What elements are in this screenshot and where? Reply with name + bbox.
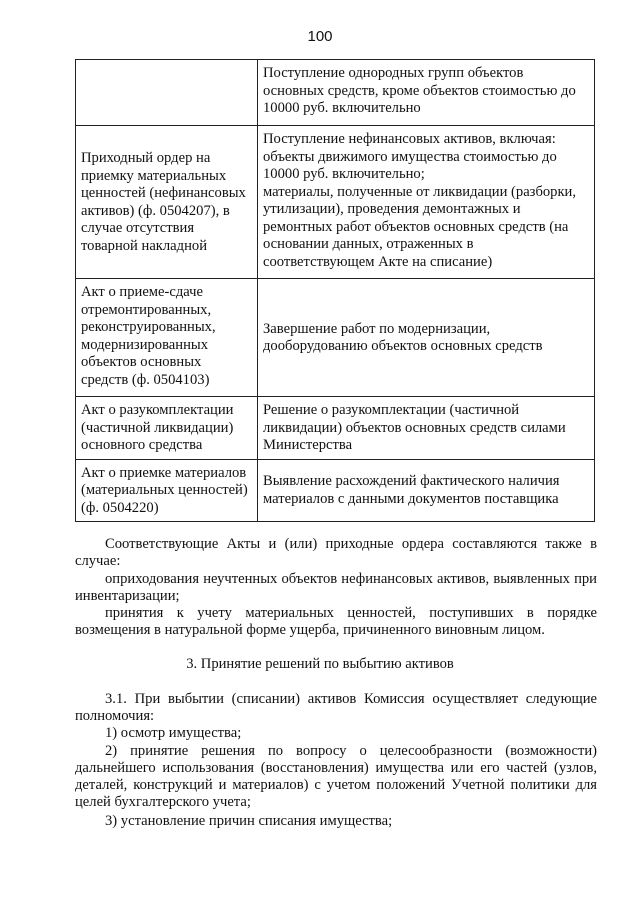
paragraph-inventory: оприходования неучтенных объектов нефинансовых активов, выявленных при инвентаризации; — [75, 571, 597, 604]
table-cell-basis: Поступление нефинансовых активов, включая: объекты движимого имущества стоимостью до 10000 руб. включительно; материалы, полученные от ликвидации (разборки, утилизации), проведения демонтажных и ремонтных работ объектов основных средств (на основании данных, отраженных в соответствующем Акте на списание) — [258, 126, 595, 279]
table-cell-document: Приходный ордер на приемку материальных ценностей (нефинансовых активов) (ф. 0504207), в случае отсутствия товарной накладной — [76, 126, 258, 279]
page-number: 100 — [307, 28, 333, 45]
paragraph-damage: принятия к учету материальных ценностей, поступивших в порядке возмещения в натуральной форме ущерба, причиненного виновным лицом. — [75, 605, 597, 638]
table-row — [76, 279, 595, 397]
table-cell-basis: Решение о разукомплектации (частичной ликвидации) объектов основных средств силами Министерства — [258, 397, 595, 460]
list-item-decision: 2) принятие решения по вопросу о целесообразности (возможности) дальнейшего использования (восстановления) имущества или его частей (узлов, деталей, конструкций и материалов) с учетом положений Учетной политики для целей бухгалтерского учета; — [75, 743, 597, 810]
list-item-inspection: 1) осмотр имущества; — [105, 725, 242, 741]
table-cell-document: Акт о разукомплектации (частичной ликвидации) основного средства — [76, 397, 258, 460]
table-row — [76, 126, 595, 279]
table-cell-basis: Завершение работ по модернизации, дооборудованию объектов основных средств — [258, 279, 595, 397]
table-cell-basis: Поступление однородных групп объектов основных средств, кроме объектов стоимостью до 10000 руб. включительно — [258, 60, 595, 126]
list-item-reasons: 3) установление причин списания имущества; — [105, 813, 393, 829]
table-row — [76, 459, 595, 522]
paragraph-commission: 3.1. При выбытии (списании) активов Комиссия осуществляет следующие полномочия: — [75, 691, 597, 724]
table-cell-document — [76, 60, 258, 126]
section-heading: 3. Принятие решений по выбытию активов — [186, 656, 454, 672]
table-row — [76, 60, 595, 126]
table-cell-document: Акт о приеме-сдаче отремонтированных, реконструированных, модернизированных объектов основных средств (ф. 0504103) — [76, 279, 258, 397]
document-table — [75, 59, 595, 522]
table-cell-document: Акт о приемке материалов (материальных ценностей) (ф. 0504220) — [76, 459, 258, 522]
table-cell-basis: Выявление расхождений фактического наличия материалов с данными документов поставщика — [258, 459, 595, 522]
table-row — [76, 397, 595, 460]
paragraph-acts: Соответствующие Акты и (или) приходные ордера составляются также в случае: — [75, 536, 597, 569]
